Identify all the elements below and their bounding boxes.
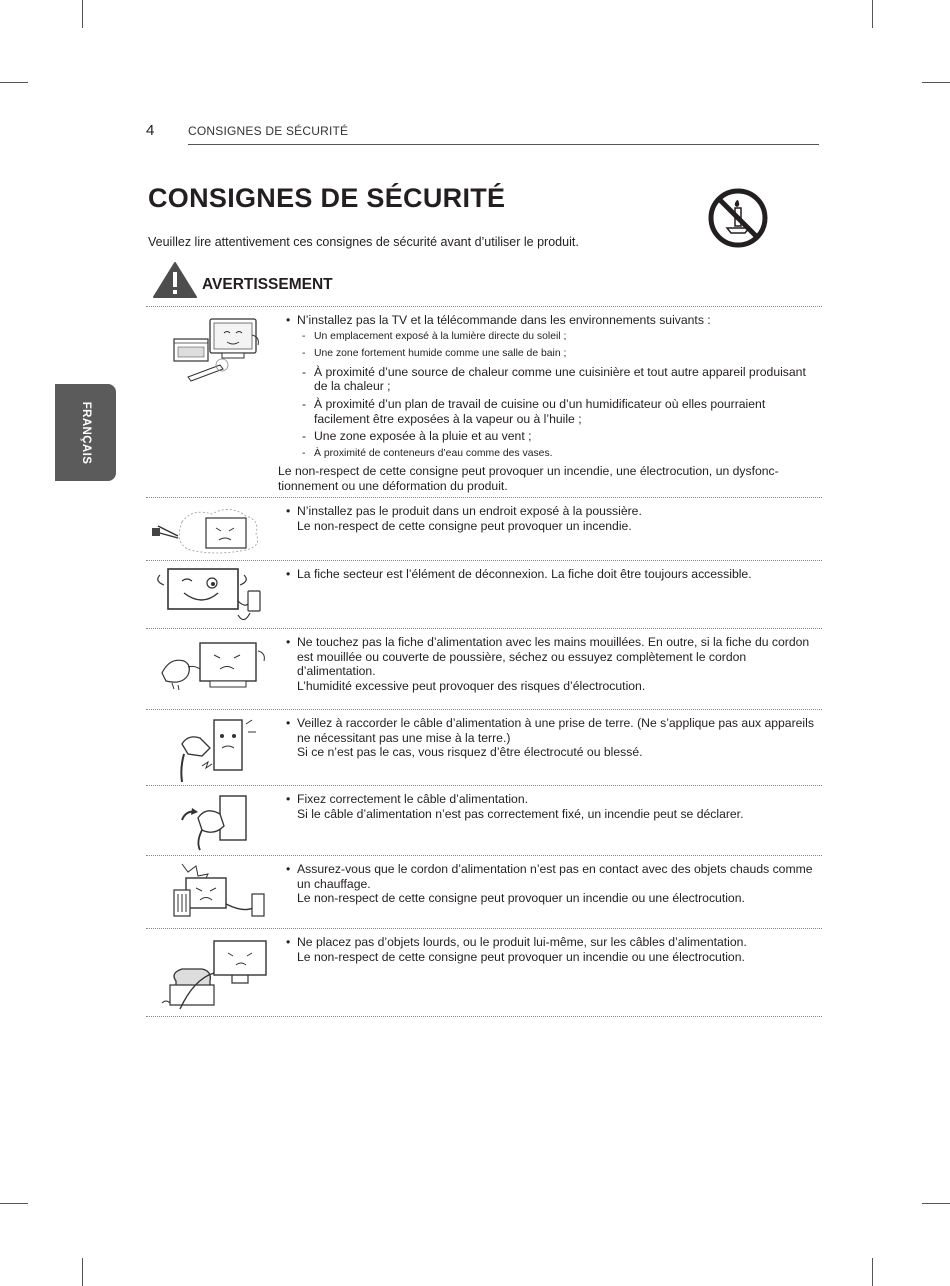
- warning-heading: [152, 261, 333, 299]
- crop-mark: [872, 0, 873, 28]
- tv-illustration-icon: [152, 311, 272, 391]
- hot-heater-cord-icon: [152, 860, 277, 926]
- bullet-text: • Fixez correctement le câble d’alimentation.: [282, 792, 818, 807]
- ground-outlet-illustration: [146, 710, 280, 785]
- language-tab: [55, 384, 116, 481]
- item-text: [282, 504, 818, 533]
- safety-item: [146, 497, 822, 560]
- safety-item: [146, 560, 822, 628]
- crop-mark: [0, 82, 28, 83]
- continuation-text: Si le câble d’alimentation n’est pas correctement fixé, un incendie peut se déclarer.: [297, 806, 744, 821]
- plug-accessible-illustration: [146, 561, 280, 628]
- crop-mark: [922, 1203, 950, 1204]
- header-rule: [188, 144, 819, 145]
- chair-on-cord-icon: [152, 933, 277, 1015]
- wet-hands-illustration: [146, 629, 280, 709]
- safety-item: [146, 785, 822, 855]
- sub-item: - À proximité d’une source de chaleur comme une cuisinière et tout autre appareil produisant de la chaleur ;: [282, 365, 818, 394]
- sub-item: - À proximité de conteneurs d’eau comme des vases.: [282, 447, 818, 462]
- item-text: [282, 862, 818, 906]
- tv-environment-illustration: [146, 307, 280, 497]
- bullet-text: • Ne touchez pas la fiche d’alimentation avec les mains mouillées. En outre, si la fiche du cordon est mouillée ou couverte de poussière, séchez ou essuyez complètement le cordon d’alimentation.: [282, 635, 818, 679]
- warning-label: AVERTISSEMENT: [202, 276, 333, 293]
- safety-item: [146, 628, 822, 709]
- sub-item: - Une zone exposée à la pluie et au vent ;: [282, 429, 818, 444]
- safety-item: [146, 928, 822, 1017]
- continuation-text: Le non-respect de cette consigne peut provoquer un incendie.: [297, 518, 632, 533]
- smiling-tv-plug-icon: [152, 565, 277, 627]
- sub-item: - Un emplacement exposé à la lumière directe du soleil ;: [282, 330, 818, 345]
- item-text: [278, 313, 818, 494]
- bullet-text: • N’installez pas la TV et la télécommande dans les environnements suivants :: [282, 313, 818, 328]
- language-tab-label: FRANÇAIS: [79, 401, 92, 464]
- wet-hand-plug-icon: [152, 633, 277, 697]
- page-number: 4: [146, 122, 155, 139]
- safety-item: [146, 855, 822, 928]
- safety-item: [146, 709, 822, 785]
- intro-text: Veuillez lire attentivement ces consignes de sécurité avant d’utiliser le produit.: [148, 235, 579, 249]
- bullet-text: • La fiche secteur est l’élément de déconnexion. La fiche doit être toujours accessible.: [282, 567, 818, 582]
- bullet-text: • Assurez-vous que le cordon d’alimentation n’est pas en contact avec des objets chauds comme un chauffage.: [282, 862, 818, 891]
- dusty-tv-icon: [152, 502, 277, 560]
- running-header: CONSIGNES DE SÉCURITÉ: [188, 124, 349, 138]
- continuation-text: Si ce n’est pas le cas, vous risquez d’être électrocuté ou blessé.: [297, 745, 643, 760]
- consequence-text: Le non-respect de cette consigne peut provoquer un incendie, une électrocution, un dysfonc-tionnement ou une déformation du produit.: [278, 464, 779, 493]
- item-text: [282, 935, 818, 964]
- continuation-text: Le non-respect de cette consigne peut provoquer un incendie ou une électrocution.: [297, 891, 745, 906]
- bullet-text: • Veillez à raccorder le câble d’alimentation à une prise de terre. (Ne s’applique pas aux appareils ne nécessitant pas une mise à la terre.): [282, 716, 818, 745]
- heater-cord-illustration: [146, 856, 280, 928]
- bullet-text: • Ne placez pas d’objets lourds, ou le produit lui-même, sur les câbles d’alimentation.: [282, 935, 818, 950]
- crop-mark: [872, 1258, 873, 1286]
- continuation-text: L’humidité excessive peut provoquer des risques d’électrocution.: [297, 678, 646, 693]
- bullet-text: • N’installez pas le produit dans un endroit exposé à la poussière.: [282, 504, 818, 519]
- page-title: CONSIGNES DE SÉCURITÉ: [148, 183, 506, 213]
- item-text: [282, 567, 818, 582]
- continuation-text: Le non-respect de cette consigne peut provoquer un incendie ou une électrocution.: [297, 949, 745, 964]
- safety-item: [146, 306, 822, 497]
- secure-plug-illustration: [146, 786, 280, 855]
- sub-item: - À proximité d’un plan de travail de cuisine ou d’un humidificateur où elles pourraient facilement être exposées à la vapeur ou à l’huile ;: [282, 397, 818, 426]
- crop-mark: [0, 1203, 28, 1204]
- sub-item: - Une zone fortement humide comme une salle de bain ;: [282, 347, 818, 362]
- plug-insert-icon: [152, 790, 277, 854]
- heavy-object-illustration: [146, 929, 280, 1016]
- warning-triangle-icon: [152, 261, 198, 299]
- item-text: [282, 792, 818, 821]
- item-text: [282, 635, 818, 693]
- item-text: [282, 716, 818, 760]
- grounded-outlet-icon: [152, 714, 277, 784]
- crop-mark: [82, 1258, 83, 1286]
- no-candle-icon: [707, 187, 769, 249]
- crop-mark: [82, 0, 83, 28]
- crop-mark: [922, 82, 950, 83]
- dust-illustration: [146, 498, 280, 560]
